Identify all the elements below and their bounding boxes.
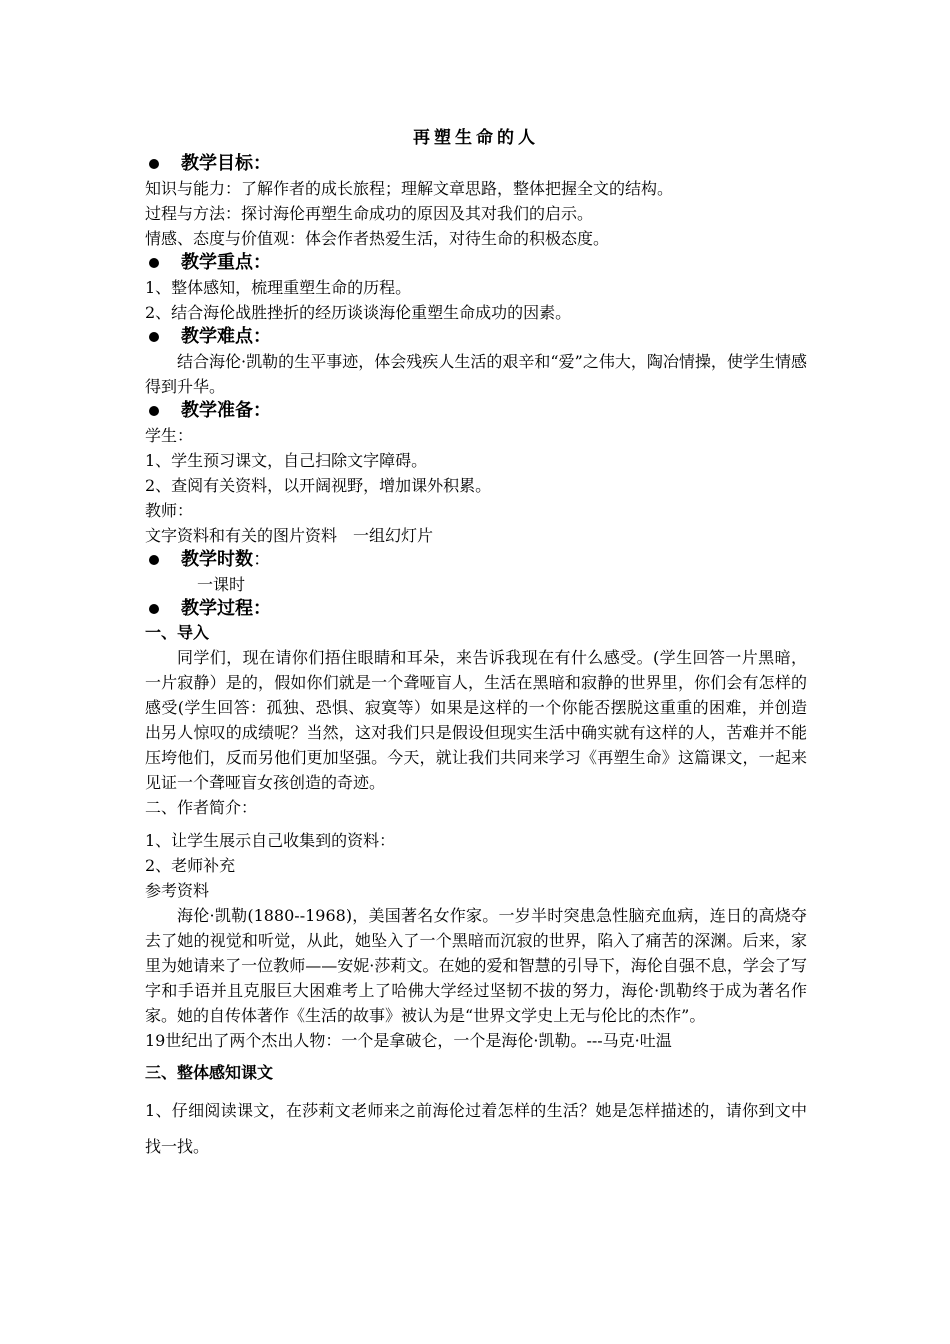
author-line: 2、老师补充: [145, 856, 236, 875]
key-points-heading-text: 教学重点：: [181, 252, 271, 273]
preparation-line: 文字资料和有关的图片资料 一组幻灯片: [145, 526, 434, 545]
spacer: [145, 1085, 807, 1093]
goals-line-emotion: 情感、态度与价值观：体会作者热爱生活，对待生命的积极态度。: [145, 229, 610, 248]
perceive-title: 三、整体感知课文: [145, 1063, 274, 1082]
preparation-line: 教师：: [145, 501, 194, 520]
preparation-line: 学生：: [145, 426, 194, 445]
goals-heading: [145, 152, 807, 176]
author-title: 二、作者简介：: [145, 798, 258, 817]
duration-heading: [145, 548, 807, 572]
bullet-icon: [149, 604, 159, 614]
author-paragraph: 海伦·凯勒(1880--1968)，美国著名女作家。一岁半时突患急性脑充血病，连日的高烧夺去了她的视觉和听觉，从此，她坠入了一个黑暗而沉寂的世界，陷入了痛苦的深渊。后来，家里为她请来了一位教师——安妮·莎莉文。在她的爱和智慧的引导下，海伦自强不息，学会了写字和手语并且克服巨大困难考上了哈佛大学经过坚韧不拔的努力，海伦·凯勒终于成为著名作家。她的自传体著作《生活的故事》被认为是“世界文学史上无与伦比的杰作”。: [145, 906, 807, 1025]
preparation-heading-text: 教学准备：: [181, 400, 271, 421]
bullet-icon: [149, 159, 159, 169]
goals-heading-text: 教学目标：: [181, 153, 271, 174]
spacer: [145, 820, 807, 828]
document-page: [145, 124, 807, 1165]
difficulties-heading: [145, 325, 807, 349]
bullet-icon: [149, 258, 159, 268]
difficulties-heading-text: 教学难点：: [181, 326, 271, 347]
duration-heading-suffix: ：: [253, 549, 271, 570]
duration-value: 一课时: [197, 575, 246, 594]
author-line: 1、让学生展示自己收集到的资料：: [145, 831, 396, 850]
goals-line-knowledge: 知识与能力：了解作者的成长旅程；理解文章思路，整体把握全文的结构。: [145, 179, 674, 198]
key-point-item: 2、结合海伦战胜挫折的经历谈谈海伦重塑生命成功的因素。: [145, 303, 572, 322]
spacer: [145, 1053, 807, 1061]
document-title: 再塑生命的人: [413, 128, 539, 148]
bullet-icon: [149, 555, 159, 565]
intro-title: 一、导入: [145, 623, 210, 642]
process-heading: [145, 597, 807, 621]
quote-line: 19世纪出了两个杰出人物：一个是拿破仑，一个是海伦·凯勒。---马克·吐温: [145, 1031, 672, 1050]
key-points-heading: [145, 251, 807, 275]
preparation-line: 2、查阅有关资料，以开阔视野，增加课外积累。: [145, 476, 492, 495]
bullet-icon: [149, 406, 159, 416]
goals-line-process: 过程与方法：探讨海伦再塑生命成功的原因及其对我们的启示。: [145, 204, 594, 223]
intro-paragraph: 同学们，现在请你们捂住眼睛和耳朵，来告诉我现在有什么感受。(学生回答一片黑暗，一片寂静）是的，假如你们就是一个聋哑盲人，生活在黑暗和寂静的世界里，你们会有怎样的感受(学生回答：孤独、恐惧、寂寞等）如果是这样的一个你能否摆脱这重重的困难，并创造出另人惊叹的成绩呢？当然，这对我们只是假设但现实生活中确实就有这样的人，苦难并不能压垮他们，反而另他们更加坚强。今天，就让我们共同来学习《再塑生命》这篇课文，一起来见证一个聋哑盲女孩创造的奇迹。: [145, 648, 807, 792]
difficulties-paragraph: 结合海伦·凯勒的生平事迹，体会残疾人生活的艰辛和“爱”之伟大，陶冶情操，使学生情感得到升华。: [145, 352, 807, 396]
preparation-line: 1、学生预习课文，自己扫除文字障碍。: [145, 451, 428, 470]
duration-heading-text: 教学时数: [181, 549, 253, 570]
perceive-question: 1、仔细阅读课文，在莎莉文老师来之前海伦过着怎样的生活？她是怎样描述的，请你到文中找一找。: [145, 1101, 807, 1156]
preparation-heading: [145, 399, 807, 423]
bullet-icon: [149, 332, 159, 342]
process-heading-text: 教学过程：: [181, 598, 271, 619]
author-line: 参考资料: [145, 881, 210, 900]
key-point-item: 1、整体感知，梳理重塑生命的历程。: [145, 278, 412, 297]
